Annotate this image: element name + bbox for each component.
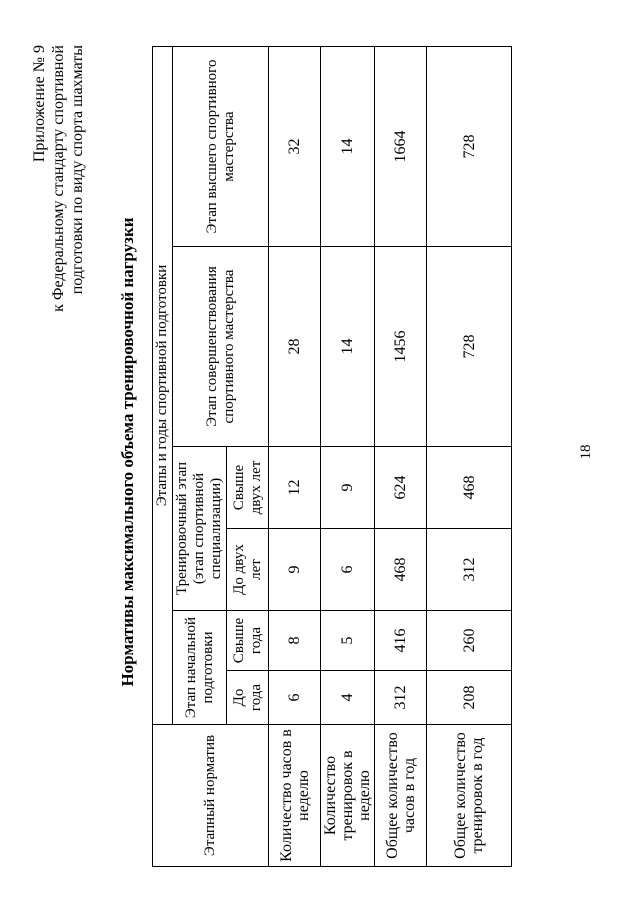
sub-training-over-two: Свыше двух лет	[227, 447, 269, 529]
header-stages: Этапы и годы спортивной подготовки	[153, 46, 173, 724]
cell-value: 416	[375, 611, 427, 671]
cell-value: 1664	[375, 46, 427, 246]
table-row	[269, 46, 321, 866]
cell-value: 6	[321, 529, 375, 611]
cell-value: 1456	[375, 247, 427, 447]
cell-value: 5	[321, 611, 375, 671]
sub-initial-over-year: Свыше года	[227, 611, 269, 671]
cell-value: 728	[427, 46, 512, 246]
header-initial-stage: Этап начальной подготовки	[173, 611, 227, 725]
row-label: Количество тренировок в неделю	[321, 725, 375, 867]
cell-value: 208	[427, 671, 512, 725]
cell-value: 312	[427, 529, 512, 611]
cell-value: 468	[427, 447, 512, 529]
header-higher-stage: Этап высшего спортивного мастерства	[173, 46, 269, 246]
cell-value: 9	[321, 447, 375, 529]
cell-value: 312	[375, 671, 427, 725]
sub-initial-up-to-year: До года	[227, 671, 269, 725]
rotated-page	[30, 27, 610, 877]
page-number: 18	[578, 444, 594, 460]
cell-value: 12	[269, 447, 321, 529]
cell-value: 14	[321, 247, 375, 447]
header-improvement-stage: Этап совершенствования спортивного мастерства	[173, 247, 269, 447]
sub-training-up-to-two: До двух лет	[227, 529, 269, 611]
row-label: Общее количество часов в год	[375, 725, 427, 867]
table-row	[375, 46, 427, 866]
cell-value: 4	[321, 671, 375, 725]
training-load-table	[152, 46, 512, 867]
appendix-line-3: подготовки по виду спорта шахматы	[69, 45, 86, 295]
cell-value: 14	[321, 46, 375, 246]
row-label: Количество часов в неделю	[269, 725, 321, 867]
header-row-1	[153, 46, 173, 866]
cell-value: 9	[269, 529, 321, 611]
cell-value: 624	[375, 447, 427, 529]
document-title: Нормативы максимального объема тренировочной нагрузки	[118, 217, 137, 687]
cell-value: 6	[269, 671, 321, 725]
cell-value: 468	[375, 529, 427, 611]
appendix-header	[30, 45, 87, 312]
appendix-line-1: Приложение № 9	[31, 45, 48, 163]
header-norm: Этапный норматив	[153, 725, 269, 867]
row-label: Общее количество тренировок в год	[427, 725, 512, 867]
cell-value: 8	[269, 611, 321, 671]
cell-value: 32	[269, 46, 321, 246]
header-training-stage: Тренировочный этап (этап спортивной специализации)	[173, 447, 227, 611]
cell-value: 260	[427, 611, 512, 671]
cell-value: 728	[427, 247, 512, 447]
appendix-line-2: к Федеральному стандарту спортивной	[50, 45, 67, 312]
table-row	[321, 46, 375, 866]
cell-value: 28	[269, 247, 321, 447]
table-row	[427, 46, 512, 866]
